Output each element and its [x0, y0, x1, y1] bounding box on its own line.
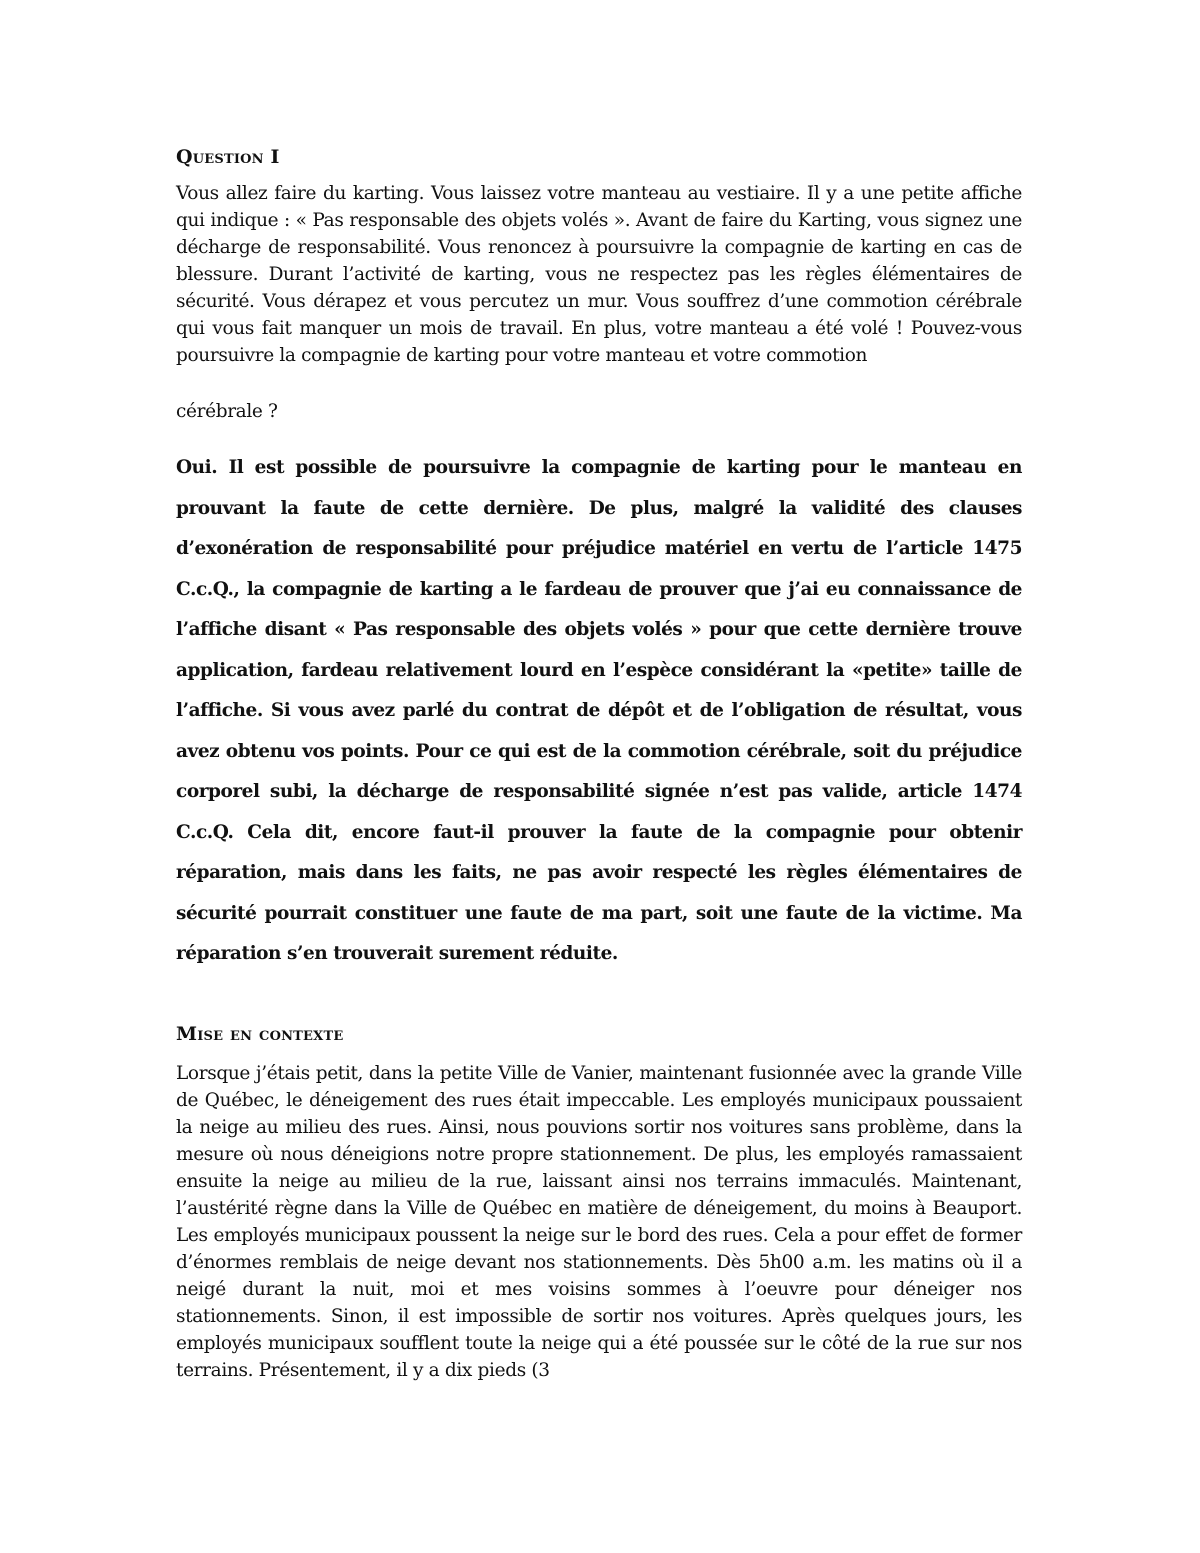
answer-text: Oui. Il est possible de poursuivre la compagnie de karting pour le manteau en prouvant la faute de cette dernière. De plus, malgré la validité des clauses d’exonération de responsabilité pour préjudice matériel en vertu de l’article 1475 C.c.Q., la compagnie de karting a le fardeau de prouver que j’ai eu connaissance de l’affiche disant « Pas responsable des objets volés » pour que cette dernière trouve application, fardeau relativement lourd en l’espèce considérant la «petite» taille de l’affiche. Si vous avez parlé du contrat de dépôt et de l’obligation de résultat, vous avez obtenu vos points. Pour ce qui est de la commotion cérébrale, soit du préjudice corporel subi, la décharge de responsabilité signée n’est pas valide, article 1474 C.c.Q. Cela dit, encore faut-il prouver la faute de la compagnie pour obtenir réparation, mais dans les faits, ne pas avoir respecté les règles élémentaires de sécurité pourrait constituer une faute de ma part, soit une faute de la victime. Ma réparation s’en trouverait surement réduite. — [176, 457, 1022, 964]
question-text-end: cérébrale ? — [176, 401, 278, 422]
context-text: Lorsque j’étais petit, dans la petite Ville de Vanier, maintenant fusionnée avec la grande Ville de Québec, le déneigement des rues était impeccable. Les employés municipaux poussaient la neige au milieu des rues. Ainsi, nous pouvions sortir nos voitures sans problème, dans la mesure où nous déneigions notre propre stationnement. De plus, les employés ramassaient ensuite la neige au milieu de la rue, laissant ainsi nos terrains immaculés. Maintenant, l’austérité règne dans la Ville de Québec en matière de déneigement, du moins à Beauport. Les employés municipaux poussent la neige sur le bord des rues. Cela a pour effet de former d’énormes remblais de neige devant nos stationnements. Dès 5h00 a.m. les matins où il a neigé durant la nuit, moi et mes voisins sommes à l’oeuvre pour déneiger nos stationnements. Sinon, il est impossible de sortir nos voitures. Après quelques jours, les employés municipaux soufflent toute la neige qui a été poussée sur le côté de la rue sur nos terrains. Présentement, il y a dix pieds (3 — [176, 1063, 1022, 1381]
question-text: Vous allez faire du karting. Vous laissez votre manteau au vestiaire. Il y a une petite affiche qui indique : « Pas responsable des objets volés ». Avant de faire du Karting, vous signez une décharge de responsabilité. Vous renoncez à poursuivre la compagnie de karting en cas de blessure. Durant l’activité de karting, vous ne respectez pas les règles élémentaires de sécurité. Vous dérapez et vous percutez un mur. Vous souffrez d’une commotion cérébrale qui vous fait manquer un mois de travail. En plus, votre manteau a été volé ! Pouvez-vous poursuivre la compagnie de karting pour votre manteau et votre commotion — [176, 183, 1022, 366]
context-heading: Mise en contexte — [176, 1023, 344, 1045]
question-heading: Question I — [176, 146, 280, 168]
document-page — [176, 0, 1022, 1553]
